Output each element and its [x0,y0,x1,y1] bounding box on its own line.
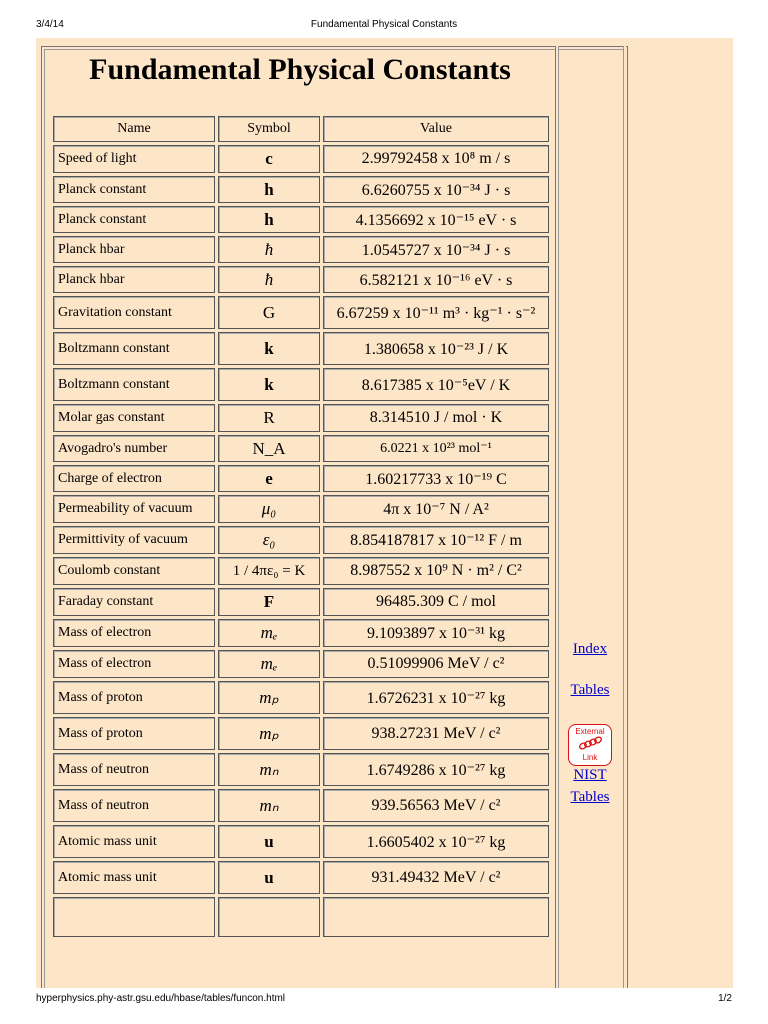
constant-symbol [218,332,320,365]
table-row [53,825,549,858]
constant-value: 1.6726231 x 10⁻²⁷ kg [323,681,549,714]
symbol-text: N_A [252,438,286,458]
empty-cell [218,897,320,937]
constant-value: 6.582121 x 10⁻¹⁶ eV · s [323,266,549,293]
symbol-text: R [263,408,275,427]
table-row [53,236,549,263]
constant-name: Atomic mass unit [53,825,215,858]
constant-symbol [218,404,320,432]
table-row [53,557,549,585]
print-header [0,0,768,38]
constant-name: Permittivity of vacuum [53,526,215,554]
constant-name: Permeability of vacuum [53,495,215,523]
constant-value: 8.314510 J / mol · K [323,404,549,432]
empty-cell [53,897,215,937]
constant-value: 6.0221 x 10²³ mol⁻¹ [323,435,549,462]
table-row [53,526,549,554]
symbol-text: h [264,179,274,199]
symbol-text: mₑ [260,654,278,673]
symbol-text: F [263,592,275,611]
table-row [53,332,549,365]
page-url: hyperphysics.phy-astr.gsu.edu/hbase/tables/funcon.html [36,993,286,1004]
constant-symbol [218,206,320,233]
constant-value: 1.380658 x 10⁻²³ J / K [323,332,549,365]
page-title: Fundamental Physical Constants [89,53,511,86]
table-row [53,619,549,647]
symbol-text: mₑ [260,623,278,642]
symbol-text: h [264,209,274,229]
constant-value: 939.56563 MeV / c² [323,789,549,822]
symbol-text: mₚ [259,723,279,743]
table-header-row [53,116,549,142]
table-row [53,789,549,822]
external-label: External [575,727,605,736]
symbol-text: ħ [264,269,274,289]
chain-link-icon [578,736,602,752]
constant-name: Planck hbar [53,266,215,293]
constant-value: 931.49432 MeV / c² [323,861,549,894]
symbol-text: μ₀ [261,499,277,518]
constant-name: Mass of proton [53,717,215,750]
constant-name: Planck hbar [53,236,215,263]
symbol-text: c [265,149,273,168]
page-number: 1/2 [718,993,732,1004]
constant-name: Mass of electron [53,650,215,678]
symbol-text: mₙ [259,795,279,815]
table-row [53,435,549,462]
symbol-text: ε₀ [262,530,276,549]
constant-name: Mass of neutron [53,789,215,822]
constant-name: Faraday constant [53,588,215,616]
symbol-text: G [262,302,276,322]
constant-value: 96485.309 C / mol [323,588,549,616]
constant-symbol [218,825,320,858]
print-title: Fundamental Physical Constants [310,19,458,30]
table-row [53,176,549,203]
constant-value: 6.6260755 x 10⁻³⁴ J · s [323,176,549,203]
constant-name: Molar gas constant [53,404,215,432]
constant-symbol [218,681,320,714]
table-row [53,296,549,329]
print-date: 3/4/14 [36,19,64,30]
constant-value: 1.6605402 x 10⁻²⁷ kg [323,825,549,858]
constant-name: Gravitation constant [53,296,215,329]
constant-symbol [218,435,320,462]
symbol-text: 1 / 4πε₀ = K [232,562,306,579]
constant-symbol [218,296,320,329]
symbol-text: ħ [264,239,274,259]
constant-name: Boltzmann constant [53,368,215,401]
constant-symbol [218,557,320,585]
table-row [53,145,549,173]
symbol-text: k [264,338,274,358]
constant-symbol [218,588,320,616]
constant-name: Coulomb constant [53,557,215,585]
constant-symbol [218,753,320,786]
constants-table [50,113,552,940]
constant-symbol [218,650,320,678]
constant-value: 938.27231 MeV / c² [323,717,549,750]
constant-symbol [218,717,320,750]
external-link-badge[interactable] [568,724,612,766]
header-name: Name [53,116,215,142]
constant-value: 9.1093897 x 10⁻³¹ kg [323,619,549,647]
table-row [53,681,549,714]
empty-cell [323,897,549,937]
header-value: Value [323,116,549,142]
constant-name: Mass of electron [53,619,215,647]
constant-value: 2.99792458 x 10⁸ m / s [323,145,549,173]
constant-name: Planck constant [53,206,215,233]
constant-name: Planck constant [53,176,215,203]
link-label: Link [582,753,598,762]
symbol-text: mₙ [259,759,279,779]
side-column [555,46,626,988]
symbol-text: u [264,867,274,887]
table-row-empty [53,897,549,937]
index-link[interactable]: Index [572,641,608,657]
table-row [53,266,549,293]
table-row [53,465,549,492]
constant-value: 0.51099906 MeV / c² [323,650,549,678]
constant-value: 1.6749286 x 10⁻²⁷ kg [323,753,549,786]
table-row [53,404,549,432]
constant-symbol [218,495,320,523]
table-row [53,650,549,678]
constant-name: Mass of neutron [53,753,215,786]
print-footer [0,988,768,1024]
table-row [53,861,549,894]
symbol-text: k [264,374,274,394]
constant-symbol [218,789,320,822]
constant-name: Boltzmann constant [53,332,215,365]
table-row [53,206,549,233]
constant-symbol [218,368,320,401]
constant-value: 4π x 10⁻⁷ N / A² [323,495,549,523]
constant-value: 8.854187817 x 10⁻¹² F / m [323,526,549,554]
tables-link[interactable]: Tables [570,682,610,698]
constant-name: Charge of electron [53,465,215,492]
nist-tables-link[interactable]: Tables [570,789,610,805]
constant-value: 1.60217733 x 10⁻¹⁹ C [323,465,549,492]
constant-value: 1.0545727 x 10⁻³⁴ J · s [323,236,549,263]
constant-value: 4.1356692 x 10⁻¹⁵ eV · s [323,206,549,233]
constant-symbol [218,465,320,492]
table-row [53,717,549,750]
symbol-text: mₚ [259,687,279,707]
constant-name: Avogadro's number [53,435,215,462]
constant-symbol [218,145,320,173]
constant-name: Mass of proton [53,681,215,714]
constant-name: Speed of light [53,145,215,173]
constant-value: 8.987552 x 10⁹ N · m² / C² [323,557,549,585]
constant-symbol [218,176,320,203]
page-content [36,38,733,988]
constant-value: 8.617385 x 10⁻⁵eV / K [323,368,549,401]
constant-symbol [218,236,320,263]
constant-symbol [218,619,320,647]
symbol-text: e [265,468,273,488]
constant-value: 6.67259 x 10⁻¹¹ m³ · kg⁻¹ · s⁻² [323,296,549,329]
symbol-text: u [264,831,274,851]
constant-symbol [218,266,320,293]
constant-name: Atomic mass unit [53,861,215,894]
table-row [53,495,549,523]
table-row [53,753,549,786]
table-row [53,588,549,616]
nist-link[interactable]: NIST [573,767,607,783]
header-symbol: Symbol [218,116,320,142]
table-row [53,368,549,401]
constant-symbol [218,526,320,554]
constant-symbol [218,861,320,894]
